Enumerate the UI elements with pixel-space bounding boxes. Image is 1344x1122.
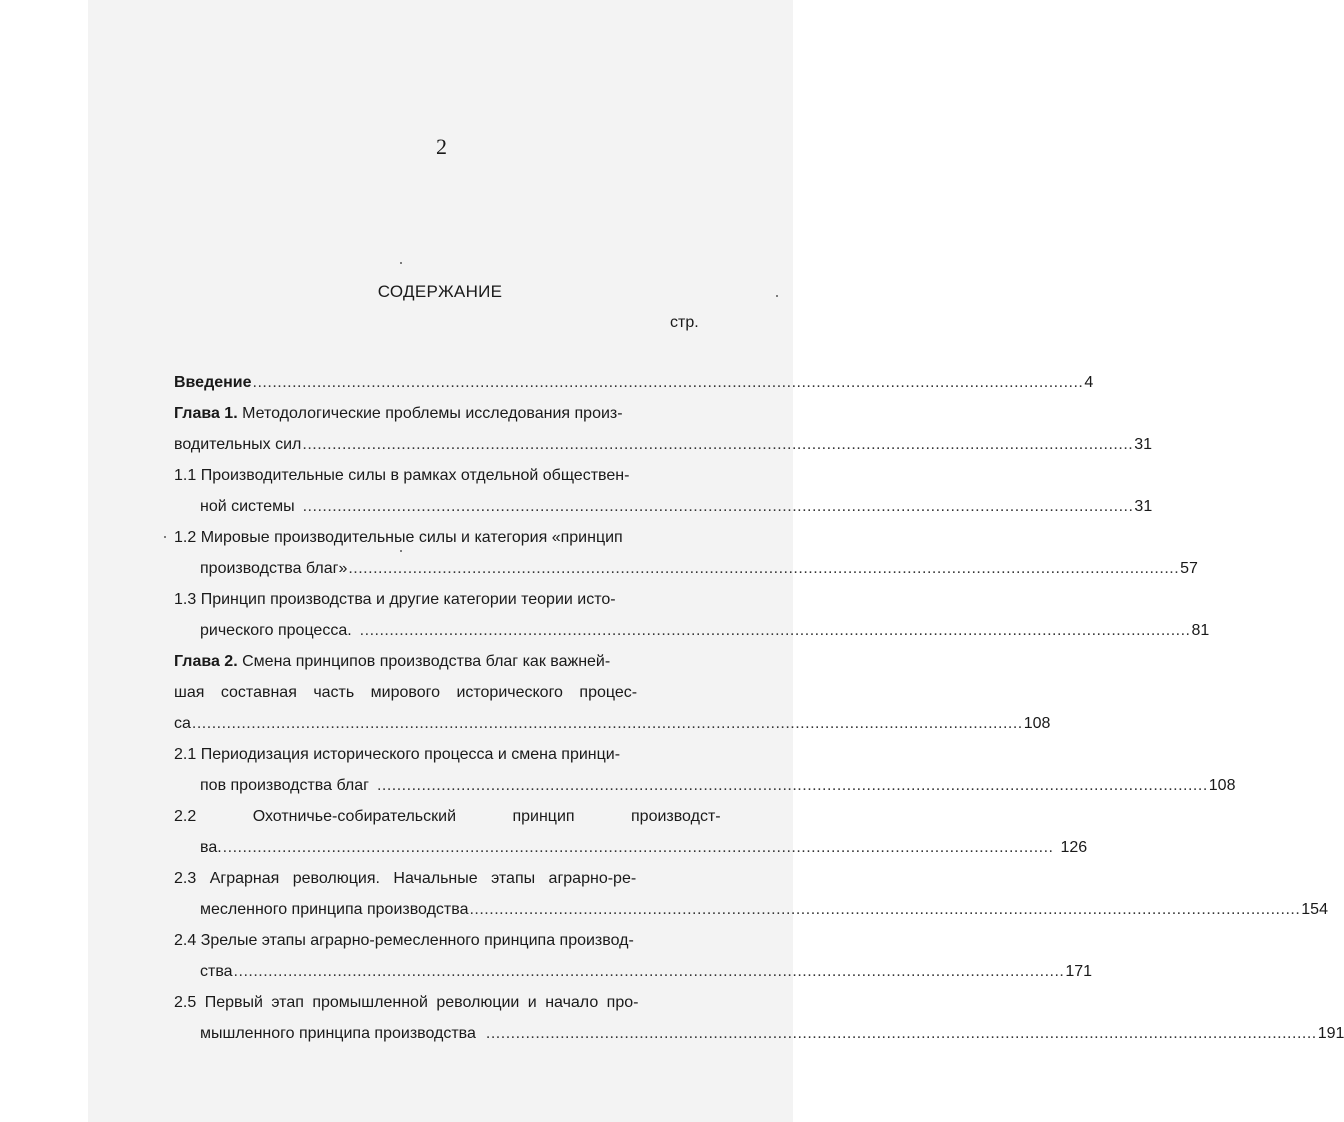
toc-entry-ch1-line2[interactable]	[174, 434, 1152, 456]
toc-entry-s11-line1[interactable]	[174, 465, 706, 487]
toc-entry-page: 154	[1301, 901, 1328, 918]
chapter-title: Смена принципов производства благ как важней-	[242, 653, 611, 670]
toc-entry-label: ва.	[200, 839, 222, 856]
toc-entry-s24-line1[interactable]	[174, 930, 706, 952]
toc-entry-text	[174, 651, 610, 673]
toc-entry-s21-line2[interactable]	[200, 775, 1236, 797]
toc-entry-page: 126	[1060, 839, 1088, 856]
toc-entry-ch2-line2[interactable]	[174, 682, 706, 704]
toc-entry-page: 57	[1180, 560, 1198, 577]
page-number: 2	[436, 134, 447, 159]
toc-entry-label: 2.5 Первый этап промышленной революции и начало про-	[174, 994, 639, 1011]
toc-entry-page: 191	[1317, 1025, 1344, 1042]
dot-leader: ........................................................................................................................................................................	[191, 715, 1023, 732]
toc-entry-s13-line2[interactable]	[200, 620, 1210, 642]
toc-entry-label: рического процесса.	[200, 622, 352, 639]
toc-entry-s11-line2[interactable]	[200, 496, 1153, 518]
toc-entry-page: 171	[1065, 963, 1093, 980]
toc-entry-label: мышленного принципа производства	[200, 1025, 476, 1042]
scan-speck	[400, 550, 402, 552]
dot-leader: ........................................................................................................................................................................	[485, 1025, 1317, 1042]
toc-entry-s23-line2[interactable]	[200, 899, 1328, 921]
toc-entry-text	[174, 403, 623, 425]
toc-entry-ch2-line3[interactable]	[174, 713, 1051, 735]
toc-entry-s23-line1[interactable]	[174, 868, 706, 890]
toc-entry-s21-line1[interactable]	[174, 744, 706, 766]
toc-entry-s12-line2[interactable]	[200, 558, 1198, 580]
toc-entry-page: 108	[1208, 777, 1236, 794]
dot-leader: ........................................................................................................................................................................	[469, 901, 1301, 918]
scan-speck	[164, 536, 166, 538]
dot-leader: ........................................................................................................................................................................	[359, 622, 1191, 639]
chapter-prefix: Глава 2.	[174, 653, 238, 670]
toc-entry-intro[interactable]	[174, 372, 1094, 394]
toc-entry-label: 1.1 Производительные силы в рамках отдельной обществен-	[174, 467, 630, 484]
toc-entry-s25-line1[interactable]	[174, 992, 706, 1014]
dot-leader: ........................................................................................................................................................................	[348, 560, 1180, 577]
toc-entry-page: 4	[1084, 374, 1094, 391]
toc-entry-label: ной системы	[200, 498, 295, 515]
toc-entry-ch2-line1[interactable]	[174, 651, 706, 673]
toc-entry-page: 108	[1023, 715, 1051, 732]
toc-entry-label: са	[174, 715, 191, 732]
toc-entry-page: 31	[1134, 436, 1152, 453]
toc-entry-page: 81	[1191, 622, 1210, 639]
toc-entry-label: 2.4 Зрелые этапы аграрно-ремесленного принципа производ-	[174, 932, 634, 949]
dot-leader: ........................................................................................................................................................................	[233, 963, 1065, 980]
dot-leader: ........................................................................................................................................................................	[302, 498, 1134, 515]
dot-leader: ........................................................................................................................................................................	[222, 839, 1054, 856]
toc-entry-label: 1.3 Принцип производства и другие категории теории исто-	[174, 591, 616, 608]
toc-entry-ch1-line1[interactable]	[174, 403, 706, 425]
toc-entry-label: 1.2 Мировые производительные силы и категория «принцип	[174, 529, 623, 546]
toc-entry-s22-line2[interactable]	[200, 837, 1088, 859]
toc-entry-label: пов производства благ	[200, 777, 369, 794]
toc-entry-label: шая составная часть мирового исторического процес-	[174, 684, 638, 701]
toc-entry-label: 2.3 Аграрная революция. Начальные этапы аграрно-ре-	[174, 870, 637, 887]
toc-entry-label: производства благ»	[200, 560, 348, 577]
chapter-prefix: Глава 1.	[174, 405, 238, 422]
toc-entry-page: 31	[1134, 498, 1153, 515]
dot-leader: ........................................................................................................................................................................	[252, 374, 1084, 391]
dot-leader: ........................................................................................................................................................................	[376, 777, 1208, 794]
scan-speck	[776, 295, 778, 297]
toc-entry-label: Введение	[174, 374, 252, 391]
scan-speck	[400, 262, 402, 264]
toc-entry-s13-line1[interactable]	[174, 589, 706, 611]
toc-entry-label: водительных сил	[174, 436, 302, 453]
toc-entry-label: ства	[200, 963, 233, 980]
toc-entry-label: месленного принципа производства	[200, 901, 469, 918]
toc-entry-label: 2.1 Периодизация исторического процесса и смена принци-	[174, 746, 621, 763]
chapter-title: Методологические проблемы исследования произ-	[242, 405, 623, 422]
toc-entry-label: 2.2 Охотничье-собирательский принцип производст-	[174, 808, 721, 825]
toc-entry-s24-line2[interactable]	[200, 961, 1093, 983]
dot-leader: ........................................................................................................................................................................	[302, 436, 1134, 453]
toc-entry-s22-line1[interactable]	[174, 806, 721, 828]
page-column-label: стр.	[670, 314, 699, 331]
toc-entry-s25-line2[interactable]	[200, 1023, 1344, 1045]
toc-title: СОДЕРЖАНИЕ	[377, 282, 503, 301]
toc-entry-s12-line1[interactable]	[174, 527, 706, 549]
